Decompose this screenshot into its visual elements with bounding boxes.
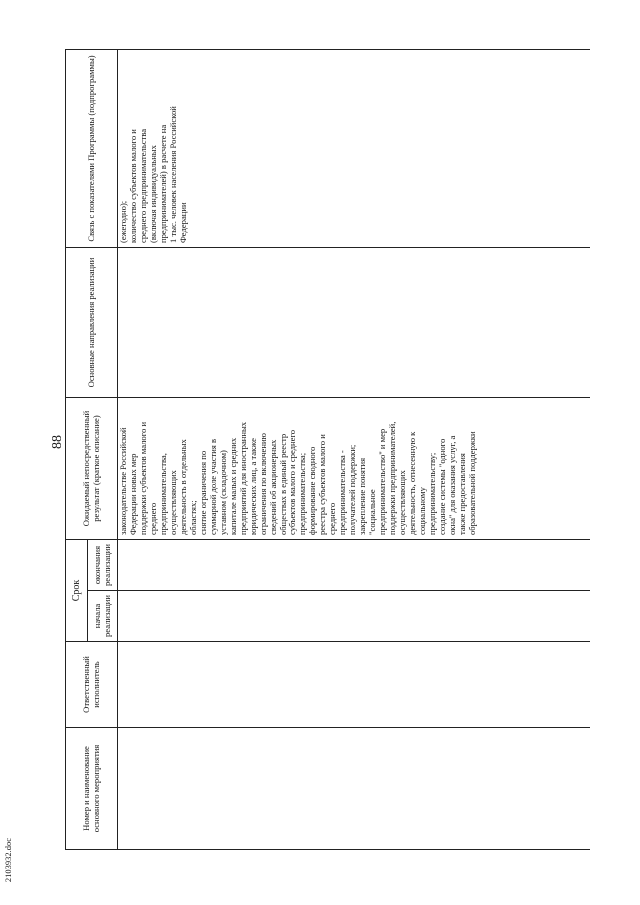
rotated-table-sheet [65, 50, 610, 850]
cell-responsible [118, 642, 591, 728]
header-term: Срок [66, 540, 88, 642]
cell-measure-name [118, 728, 591, 850]
cell-term-end [118, 540, 591, 591]
footer-filename: 2103932.doc [3, 837, 13, 883]
cell-expected-result: законодательстве Российской Федерации новых мер поддержки субъектов малого и среднего предпринимательства, осуществляющих деятельность в отдельных областях; снятие ограничения по суммарной доле участия в уставном (складочном) капитале малых и средних предприятий для иностранных юридических лиц, а также ограничения по включению сведений об акционерных обществах в единый реестр субъектов малого и среднего предпринимательства; формирование сводного реестра субъектов малого и среднего предпринимательства - получателей поддержки; закрепление понятия "социальное предпринимательство" и мер поддержки предпринимателей, осуществляющих деятельность, отнесенную к социальному предпринимательству; создание системы "одного окна" для оказания услуг, а также предоставления образовательной поддержки [118, 398, 591, 540]
header-measure-name: Номер и наименование основного мероприятия [66, 728, 118, 850]
header-term-start: начала реализации [88, 591, 118, 642]
table-row [118, 50, 591, 850]
page-number: 88 [50, 435, 65, 449]
program-measures-table [65, 49, 590, 850]
cell-term-start [118, 591, 591, 642]
header-term-end: окончания реализации [88, 540, 118, 591]
header-expected-result: Ожидаемый непосредственный результат (краткое описание) [66, 398, 118, 540]
header-directions: Основные направления реализации [66, 248, 118, 398]
header-indicators-link: Связь с показателями Программы (подпрограммы) [66, 50, 118, 248]
header-responsible: Ответственный исполнитель [66, 642, 118, 728]
cell-directions [118, 248, 591, 398]
cell-indicators-link: (ежегодно); количество субъектов малого и среднего предпринимательства (включая индивидуальных предпринимателей) в расчете на 1 тыс. человек населения Российской Федерации [118, 50, 591, 248]
